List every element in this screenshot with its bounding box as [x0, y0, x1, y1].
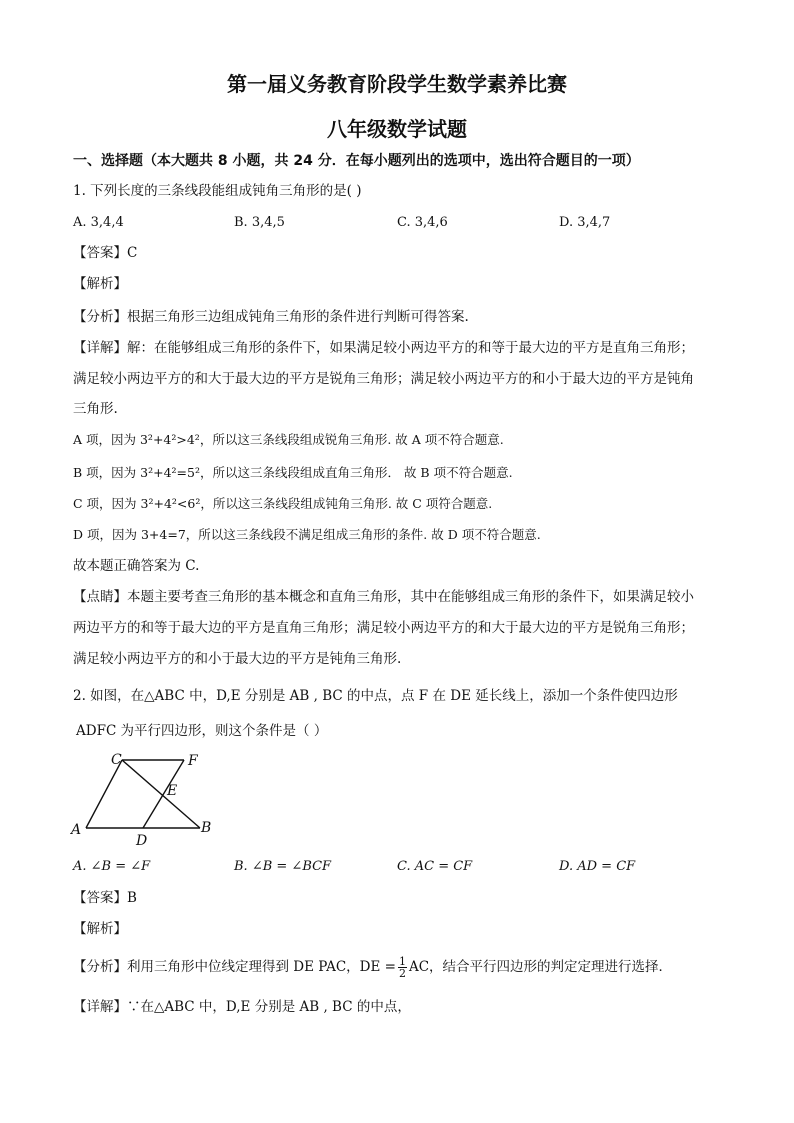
segment-cb [122, 760, 200, 828]
q2-stem-line2: ADFC 为平行四边形，则这个条件是（ ） [76, 723, 328, 739]
q1-item-a: A 项，因为 3²+4²>4²，所以这三条线段组成锐角三角形. 故 A 项不符合题意. [73, 432, 504, 447]
q2-analysis-label: 【解析】 [73, 921, 127, 937]
q2-option-d: D. AD = CF [559, 859, 636, 874]
q1-item-c: C 项，因为 3²+4²<6²，所以这三条线段组成钝角三角形. 故 C 项符合题意. [73, 496, 493, 511]
q1-fenxi: 【分析】根据三角形三边组成钝角三角形的条件进行判断可得答案. [73, 309, 469, 325]
parallelogram-figure [70, 746, 220, 846]
exam-title: 第一届义务教育阶段学生数学素养比赛 [227, 72, 567, 96]
label-a: A [71, 822, 82, 838]
q2-fenxi-post: AC，结合平行四边形的判定定理进行选择． [408, 959, 673, 975]
label-c: C [111, 752, 122, 768]
segment-df [143, 760, 184, 828]
q2-option-c: C. AC = CF [397, 859, 473, 874]
label-f: F [188, 753, 198, 769]
q1-conclusion: 故本题正确答案为 C. [73, 558, 200, 574]
q2-option-b: B. ∠B = ∠BCF [234, 859, 332, 874]
q1-detail-line1: 【详解】解：在能够组成三角形的条件下，如果满足较小两边平方的和等于最大边的平方是直角三角形； [73, 340, 694, 356]
section-heading: 一、选择题（本大题共 8 小题，共 24 分．在每小题列出的选项中，选出符合题目的一项） [73, 153, 640, 169]
q2-fenxi-pre: 【分析】利用三角形中位线定理得到 DE PAC，DE = [73, 959, 396, 975]
q2-fenxi [73, 956, 672, 979]
q1-option-a: A. 3,4,4 [73, 215, 124, 230]
label-d: D [136, 833, 148, 846]
q1-option-c: C. 3,4,6 [397, 215, 448, 230]
q1-item-d: D 项，因为 3+4=7，所以这三条线段不满足组成三角形的条件. 故 D 项不符合题意. [73, 527, 541, 542]
q1-stem: 1. 下列长度的三条线段能组成钝角三角形的是( ) [73, 183, 362, 199]
q2-option-a: A. ∠B = ∠F [73, 859, 151, 874]
q1-option-b: B. 3,4,5 [234, 215, 285, 230]
fraction-one-half [398, 956, 407, 979]
label-e: E [167, 783, 178, 799]
fraction-denominator: 2 [398, 967, 406, 980]
q1-dianjing-line2: 两边平方的和等于最大边的平方是直角三角形；满足较小两边平方的和大于最大边的平方是锐角三角形； [73, 620, 694, 636]
q1-option-d: D. 3,4,7 [559, 215, 611, 230]
fraction-numerator: 1 [398, 955, 406, 968]
q2-answer: 【答案】B [73, 890, 137, 906]
label-b: B [201, 820, 212, 836]
exam-subtitle: 八年级数学试题 [327, 117, 467, 141]
q1-dianjing-line1: 【点睛】本题主要考查三角形的基本概念和直角三角形，其中在能够组成三角形的条件下，如果满足较小 [73, 589, 694, 605]
q1-answer: 【答案】C [73, 245, 138, 261]
q2-stem-line1: 2. 如图，在△ABC 中，D,E 分别是 AB , BC 的中点，点 F 在 DE 延长线上，添加一个条件使四边形 [73, 688, 678, 704]
q1-item-b: B 项，因为 3²+4²=5²，所以这三条线段组成直角三角形． 故 B 项不符合题意. [73, 465, 513, 480]
q2-detail: 【详解】∵在△ABC 中，D,E 分别是 AB , BC 的中点， [73, 999, 411, 1015]
q1-dianjing-line3: 满足较小两边平方的和小于最大边的平方是钝角三角形. [73, 651, 402, 667]
q1-analysis-label: 【解析】 [73, 276, 127, 292]
q1-detail-line2: 满足较小两边平方的和大于最大边的平方是锐角三角形；满足较小两边平方的和小于最大边的平方是钝角 [73, 371, 694, 387]
segment-ac [86, 760, 122, 828]
q1-detail-line3: 三角形. [73, 401, 118, 417]
